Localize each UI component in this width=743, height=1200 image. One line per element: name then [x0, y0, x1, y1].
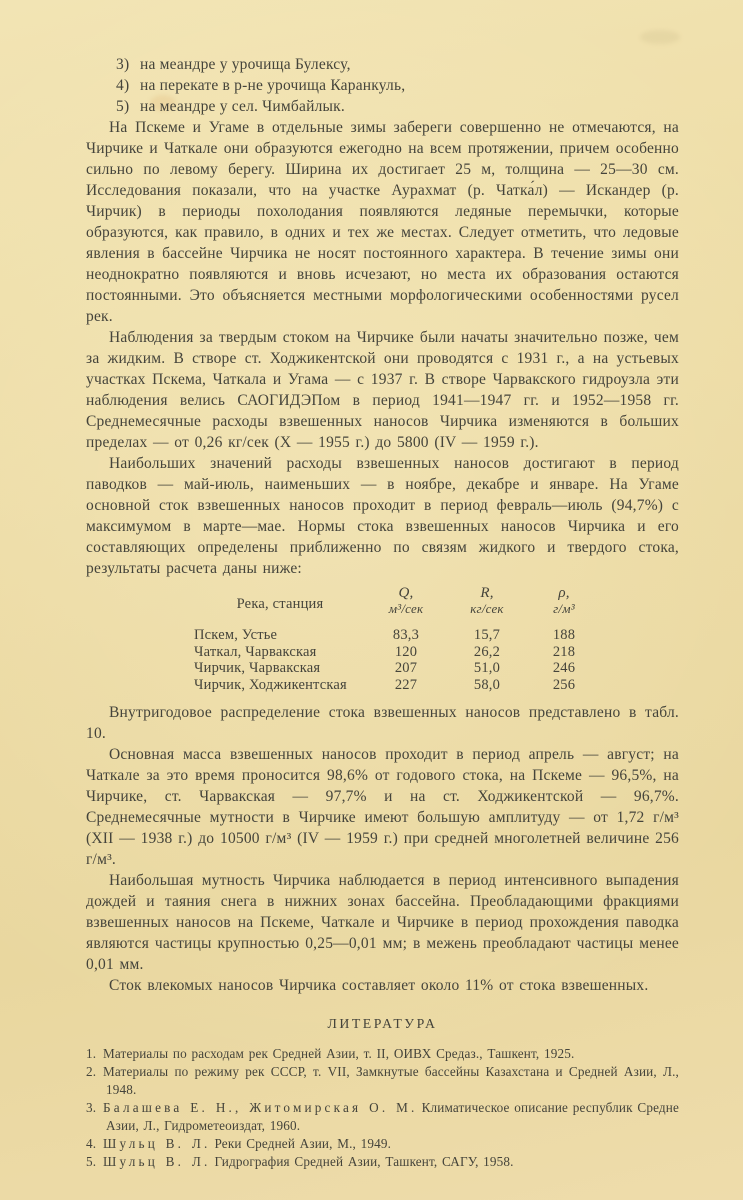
- table-cell-rho: 188: [552, 627, 576, 643]
- r-unit: кг/сек: [470, 601, 504, 616]
- table-cell-r: 26,2: [473, 643, 501, 660]
- reference-number: 2.: [86, 1064, 97, 1079]
- table-cell-q: 120: [394, 643, 418, 660]
- table-cell-rho: 218: [552, 643, 576, 660]
- body-paragraph: Наблюдения за твердым стоком на Чирчике были начаты значительно позже, чем за жидким. В створе ст. Ходжикентской они проводятся с 1931 г., а на устьевых участках Пскема, Чаткала и Угама — с 1937 г. В створе Чарвакского гидроузла эти наблюдения велись САОГИДЭПом в период 1941—1947 гг. и 1952—1958 гг. Среднемесячные расходы взвешенных наносов Чирчика изменяются в больших пределах — от 0,26 кг/сек (X — 1955 г.) до 5800 (IV — 1959 г.).: [86, 329, 679, 451]
- body-paragraph: Наибольшая мутность Чирчика наблюдается в период интенсивного выпадения дождей и таяния снега в нижних зонах бассейна. Преобладающими фракциями взвешенных наносов на Пскеме, Чаткале и Чирчике в период прохождения паводка являются частицы крупностью 0,25—0,01 мм; в межень преобладают частицы менее 0,01 мм.: [86, 872, 679, 973]
- reference-number: 5.: [86, 1154, 97, 1169]
- body-paragraph: На Пскеме и Угаме в отдельные зимы забереги совершенно не отмечаются, на Чирчике и Чаткале они образуются ежегодно на всем протяжении, причем особенно сильно по левому берегу. Ширина их достигает 25 м, толщина — 25—30 см. Исследования показали, что на участке Аурахмат (р. Чатка́л) — Искандер (р. Чирчик) в периоды похолодания появляются ледяные перемычки, которые образуются, как правило, в одних и тех же местах. Следует отметить, что ледовые явления в бассейне Чирчика не носят постоянного характера. В течение зимы они неоднократно появляются и вновь исчезают, но места их образования остаются постоянными. Это объясняется местными морфологическими особенностями русел рек.: [86, 119, 679, 325]
- table-cell-station: Чаткал, Чарвакская: [194, 643, 317, 660]
- reference-authors: Шульц В. Л.: [103, 1136, 211, 1151]
- rho-symbol: ρ,: [558, 585, 570, 601]
- table-cell-station: Чирчик, Чарвакская: [194, 660, 321, 676]
- reference-text: Материалы по расходам рек Средней Азии, т. II, ОИВХ Средаз., Ташкент, 1925.: [103, 1046, 575, 1061]
- reference-list: [86, 1045, 679, 1171]
- reference-number: 1.: [86, 1046, 97, 1061]
- table-cell-rho: 246: [552, 660, 576, 676]
- sediment-discharge-table: [194, 586, 679, 693]
- paper-stain: [640, 30, 680, 44]
- table-header-station: Река, станция: [236, 596, 324, 612]
- text-column: [86, 54, 679, 1171]
- reference-item: [86, 1063, 679, 1099]
- body-paragraph: Наибольших значений расходы взвешенных наносов достигают в период паводков — май-июль, наименьших — в ноябре, декабре и январе. На Угаме основной сток взвешенных наносов проходит в период февраль—июль (94,7%) с максимумом в марте—мае. Нормы стока взвешенных наносов Чирчика и его составляющих определены приближенно по связям жидкого и твердого стока, результаты расчета даны ниже:: [86, 455, 679, 577]
- reference-item: [86, 1135, 679, 1153]
- reference-item: [86, 1099, 679, 1135]
- literature-heading: ЛИТЕРАТУРА: [327, 1016, 438, 1031]
- table-header-q: [366, 586, 446, 616]
- reference-number: 3.: [86, 1100, 97, 1115]
- list-item-number: 5): [116, 98, 130, 115]
- table-cell-rho: 256: [552, 676, 576, 693]
- table-row: [194, 644, 679, 661]
- q-unit: м³/сек: [388, 601, 424, 616]
- list-item-number: 4): [116, 77, 130, 94]
- list-item: [116, 54, 679, 75]
- table-header-r: [446, 586, 528, 616]
- list-item-text: на меандре у сел. Чимбайлык.: [140, 98, 345, 115]
- reference-text: Материалы по режиму рек СССР, т. VII, Замкнутые бассейны Казахстана и Средней Азии, Л., 1948.: [103, 1064, 679, 1097]
- list-item: [116, 75, 679, 96]
- list-item: [116, 96, 679, 117]
- table-row: [194, 660, 679, 677]
- table-cell-q: 83,3: [392, 627, 420, 643]
- table-cell-station: Чирчик, Ходжикентская: [194, 676, 347, 693]
- table-cell-q: 227: [394, 676, 418, 693]
- r-symbol: R,: [480, 585, 494, 601]
- list-item-text: на меандре у урочища Булексу,: [140, 56, 351, 73]
- table-cell-r: 15,7: [473, 627, 501, 643]
- numbered-list: [116, 54, 679, 117]
- table-cell-station: Пскем, Устье: [194, 627, 278, 643]
- q-symbol: Q,: [398, 585, 414, 601]
- body-paragraph: Основная масса взвешенных наносов проходит в период апрель — август; на Чаткале за это время проносится 98,6% от годового стока, на Пскеме — 96,5%, на Чирчике, ст. Чарвакская — 97,7% и на ст. Ходжикентской — 96,7%. Среднемесячные мутности в Чирчике имеют большую амплитуду — от 1,72 г/м³ (XII — 1938 г.) до 10500 г/м³ (IV — 1959 г.) при средней многолетней величине 256 г/м³.: [86, 746, 679, 868]
- reference-number: 4.: [86, 1136, 97, 1151]
- body-paragraph: Внутригодовое распределение стока взвешенных наносов представлено в табл. 10.: [86, 704, 679, 742]
- table-header-row: [194, 586, 679, 616]
- list-item-number: 3): [116, 56, 130, 73]
- reference-authors: Балашева Е. Н., Житомирская О. М.: [103, 1100, 418, 1115]
- table-cell-r: 58,0: [473, 676, 501, 693]
- table-cell-q: 207: [394, 660, 418, 676]
- table-header-rho: [528, 586, 600, 616]
- table-row: [194, 627, 679, 644]
- reference-item: [86, 1153, 679, 1171]
- table-cell-r: 51,0: [473, 660, 501, 676]
- reference-item: [86, 1045, 679, 1063]
- reference-text: Климатическое описание республик Средне Азии, Л., Гидрометеоиздат, 1960.: [106, 1100, 679, 1133]
- list-item-text: на перекате в р-не урочища Каранкуль,: [140, 77, 406, 94]
- reference-text: Реки Средней Азии, М., 1949.: [214, 1136, 392, 1151]
- reference-authors: Шульц В. Л.: [103, 1154, 211, 1169]
- table-row: [194, 677, 679, 694]
- rho-unit: г/м³: [553, 601, 575, 616]
- body-paragraph: Сток влекомых наносов Чирчика составляет около 11% от стока взвешенных.: [109, 977, 649, 994]
- reference-text: Гидрография Средней Азии, Ташкент, САГУ, 1958.: [214, 1154, 514, 1169]
